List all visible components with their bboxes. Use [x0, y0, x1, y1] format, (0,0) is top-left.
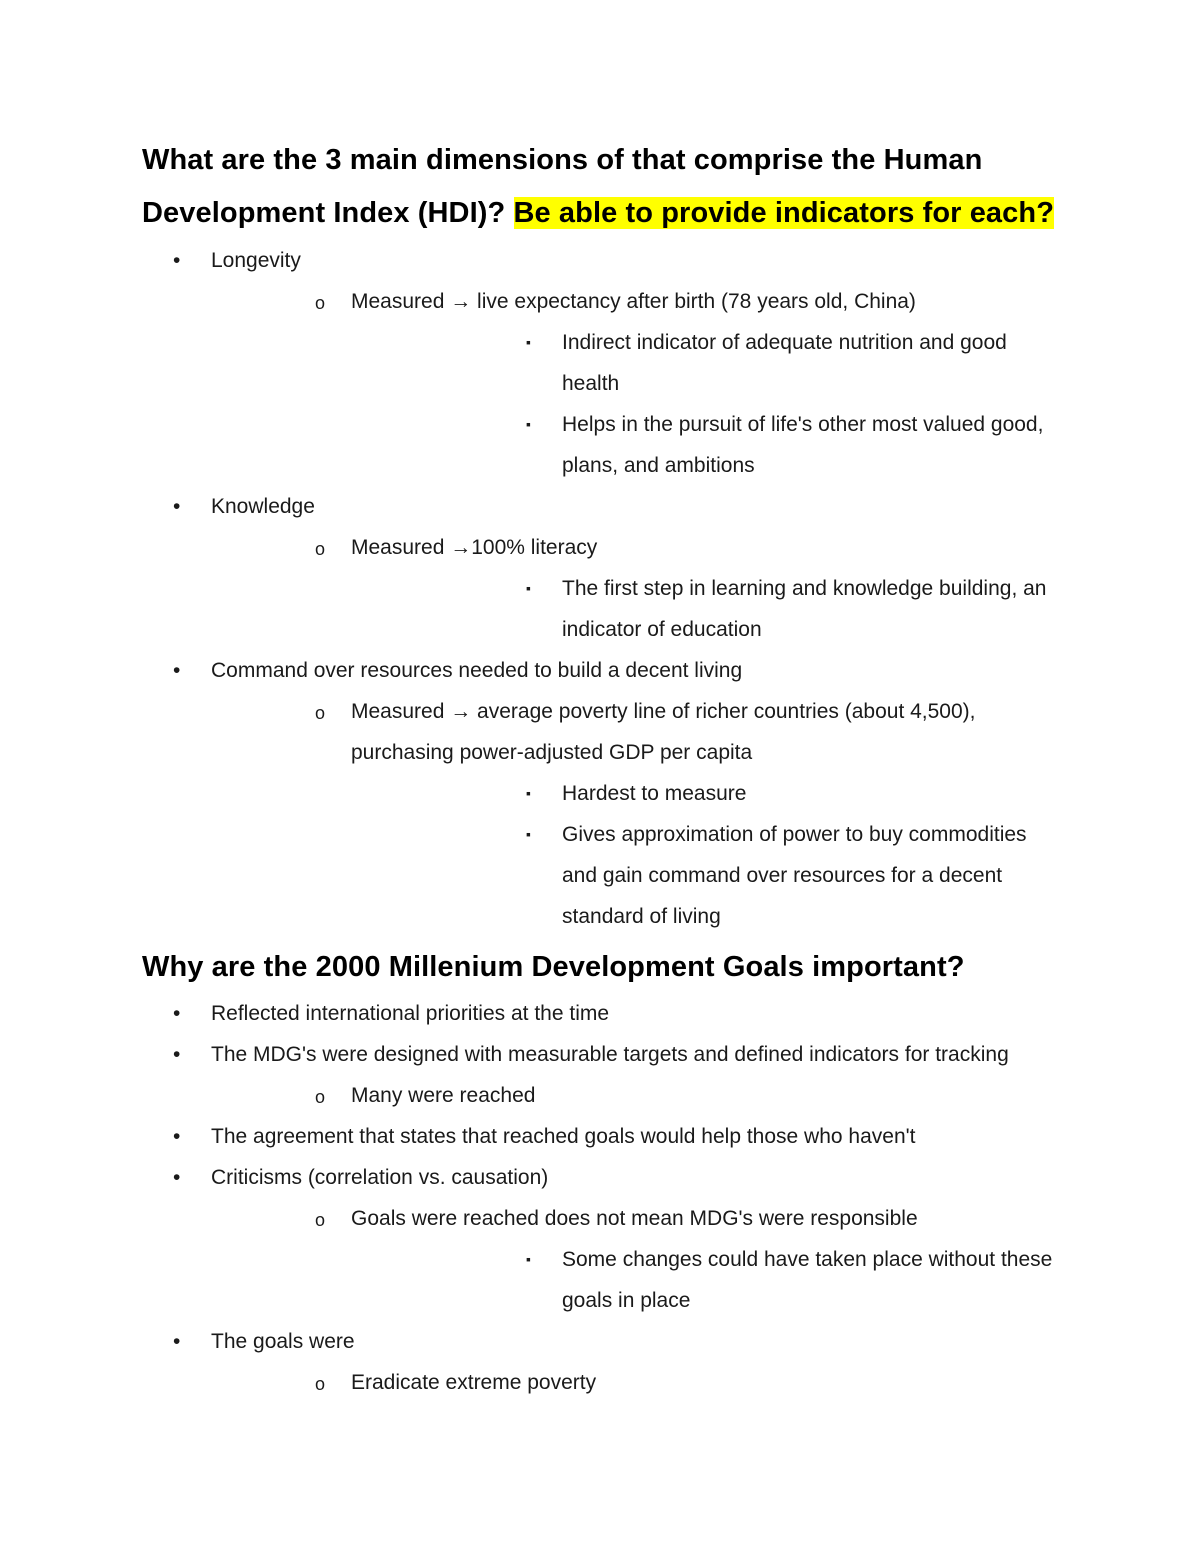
- question-hdi: [142, 134, 1062, 240]
- bullet-circle: o: [315, 703, 326, 723]
- list-item: ▪ Some changes could have taken place without these goals in place: [351, 1239, 1062, 1321]
- bullet-disc: •: [173, 495, 181, 518]
- bullet-square: ▪: [526, 334, 531, 350]
- list-item: o Eradicate extreme poverty: [211, 1362, 1062, 1403]
- list-item: • Knowledge o Measured →100% literacy ▪ The first step in learning and knowledge building, an indicator of education: [142, 486, 1062, 650]
- question-mdg: Why are the 2000 Millenium Development Goals important?: [142, 951, 965, 983]
- list-item: • The goals were o Eradicate extreme poverty: [142, 1321, 1062, 1403]
- bullet-disc: •: [173, 1166, 181, 1189]
- list-item: • Criticisms (correlation vs. causation) o Goals were reached does not mean MDG's were responsible ▪ Some changes could have taken place without these goals in place: [142, 1157, 1062, 1321]
- list-item: ▪ Helps in the pursuit of life's other most valued good, plans, and ambitions: [351, 404, 1062, 486]
- hdi-dimension-list: [142, 240, 1062, 937]
- bullet-circle: o: [315, 1087, 326, 1107]
- document-content: [142, 134, 1062, 1403]
- bullet-disc: •: [173, 1330, 181, 1353]
- question-hdi-highlight: Be able to provide indicators for each?: [513, 197, 1055, 229]
- list-item: • The MDG's were designed with measurable targets and defined indicators for tracking o Many were reached: [142, 1034, 1062, 1116]
- list-item: o Many were reached: [211, 1075, 1062, 1116]
- list-item: ▪ Gives approximation of power to buy commodities and gain command over resources for a decent standard of living: [351, 814, 1062, 937]
- list-item: o Measured → average poverty line of richer countries (about 4,500), purchasing power-adjusted GDP per capita ▪ Hardest to measure ▪ Gives approximation of power to buy commodities and gain command over resources for a decent standard of living: [211, 691, 1062, 937]
- bullet-square: ▪: [526, 416, 531, 432]
- bullet-circle: o: [315, 1374, 326, 1394]
- bullet-disc: •: [173, 1002, 181, 1025]
- list-item: o Measured → live expectancy after birth (78 years old, China) ▪ Indirect indicator of adequate nutrition and good health ▪ Helps in the pursuit of life's other most valued good, plans, and ambitions: [211, 281, 1062, 486]
- question-hdi-text: What are the 3 main dimensions of that comprise the Human Development Index (HDI)?: [142, 144, 983, 229]
- list-item: • Reflected international priorities at the time: [142, 993, 1062, 1034]
- mdg-list: [142, 993, 1062, 1403]
- bullet-square: ▪: [526, 580, 531, 596]
- bullet-square: ▪: [526, 1251, 531, 1267]
- list-item: ▪ Hardest to measure: [351, 773, 1062, 814]
- bullet-square: ▪: [526, 826, 531, 842]
- list-item: o Goals were reached does not mean MDG's were responsible ▪ Some changes could have taken place without these goals in place: [211, 1198, 1062, 1321]
- bullet-disc: •: [173, 1125, 181, 1148]
- list-item: • Longevity o Measured → live expectancy after birth (78 years old, China) ▪ Indirect indicator of adequate nutrition and good health ▪ Helps in the pursuit of life's other most valued good, plans, and ambitions: [142, 240, 1062, 486]
- list-item: ▪ The first step in learning and knowledge building, an indicator of education: [351, 568, 1062, 650]
- list-item: ▪ Indirect indicator of adequate nutrition and good health: [351, 322, 1062, 404]
- bullet-circle: o: [315, 1210, 326, 1230]
- bullet-circle: o: [315, 539, 326, 559]
- bullet-circle: o: [315, 293, 326, 313]
- bullet-square: ▪: [526, 785, 531, 801]
- bullet-disc: •: [173, 1043, 181, 1066]
- list-item: o Measured →100% literacy ▪ The first step in learning and knowledge building, an indicator of education: [211, 527, 1062, 650]
- list-item: • Command over resources needed to build a decent living o Measured → average poverty line of richer countries (about 4,500), purchasing power-adjusted GDP per capita ▪ Hardest to measure ▪ Gives approximation of power to buy commodities and gain command over resources for a decent standard of living: [142, 650, 1062, 937]
- bullet-disc: •: [173, 249, 181, 272]
- bullet-disc: •: [173, 659, 181, 682]
- list-item: • The agreement that states that reached goals would help those who haven't: [142, 1116, 1062, 1157]
